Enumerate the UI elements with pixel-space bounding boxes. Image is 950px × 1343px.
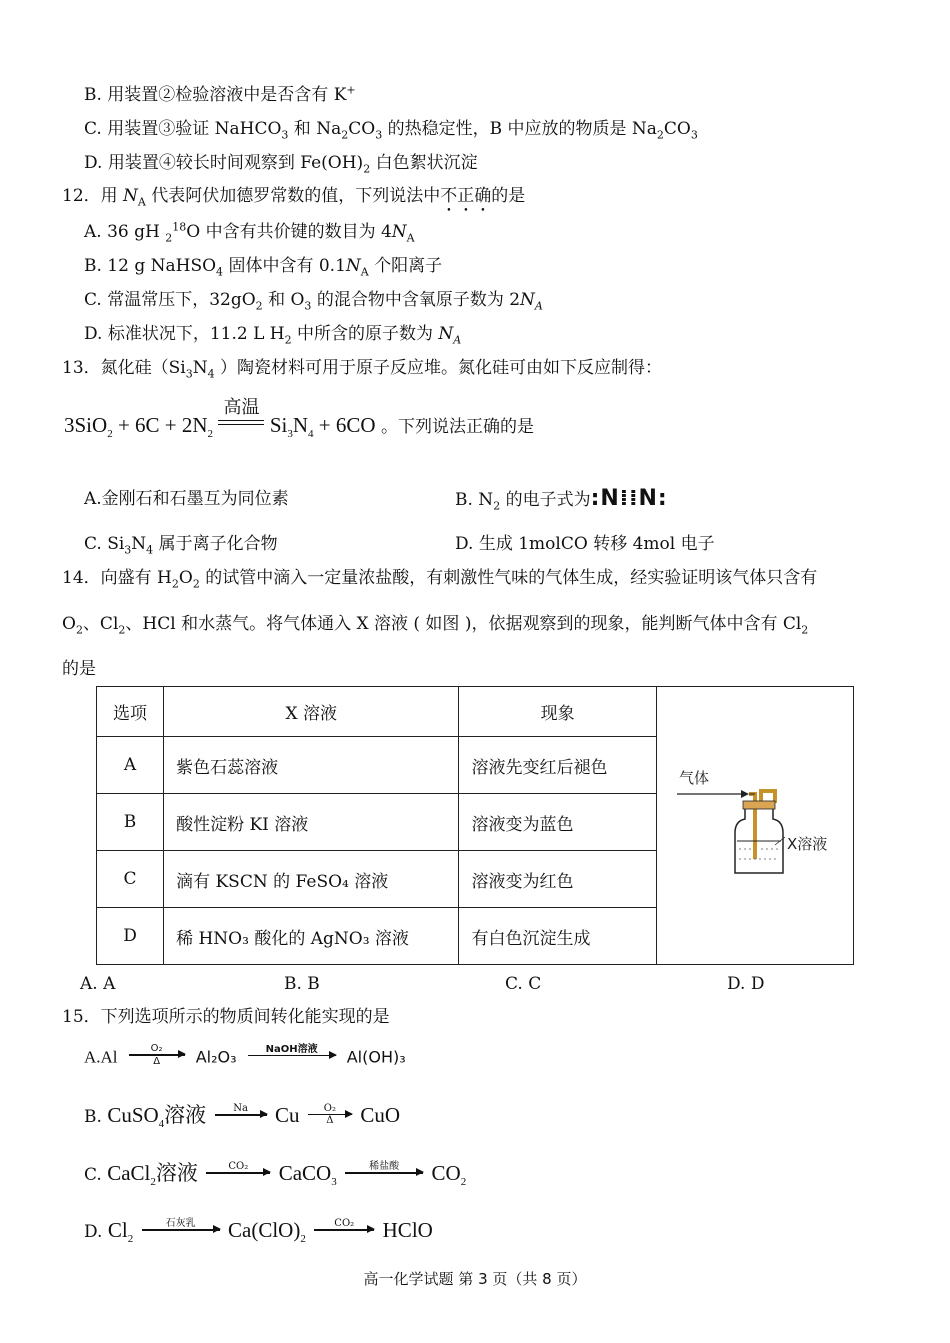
row-phenomenon: 溶液先变红后褪色	[459, 737, 656, 794]
apparatus-figure	[656, 687, 853, 965]
gas-arrow-head	[741, 790, 749, 798]
header-phenomenon: 现象	[459, 687, 656, 737]
q13-equation: $3SiO_2 + 6C + 2N_2$ 高温 $Si_3N_4 + 6CO$ 。下列说法正确的是	[64, 397, 534, 441]
q11-option-c: C. 用装置③验证 NaHCO$_3$ 和 $Na_2CO_3$ 的热稳定性，B 中应放的物质是 $Na_2CO_3$	[84, 119, 698, 142]
gas-label: 气体	[678, 769, 709, 787]
header-x-solution: X 溶液	[164, 687, 459, 737]
q14-stem-line3: 的是	[62, 659, 96, 679]
row-phenomenon: 溶液变为蓝色	[459, 794, 656, 851]
q12-option-b: B. 12 g NaHSO$_4$ 固体中含有 $0.1N_A$ 个阳离子	[84, 256, 443, 279]
q15-option-b: B. CuSO$_4$溶液 Na Cu $\frac{\text{O₂}}{\Delta}$ CuO	[84, 1102, 400, 1131]
row-phenomenon: 溶液变为红色	[459, 851, 656, 908]
header-option: 选项	[97, 687, 164, 737]
q14-choice-d: D. D	[727, 974, 765, 994]
q14-choice-b: B. B	[284, 974, 320, 994]
row-x-solution: 紫色石蕊溶液	[164, 737, 459, 794]
row-x-solution: 酸性淀粉 KI 溶液	[164, 794, 459, 851]
q15-option-d: D. $Cl_2$ 石灰乳 $Ca(ClO)_2$ CO₂ HClO	[84, 1218, 433, 1246]
q13-option-b: B. $N_2$ 的电子式为:N⁞⁞N:	[455, 486, 668, 513]
q15-stem: 15．下列选项所示的物质间转化能实现的是	[62, 1007, 390, 1027]
q15-option-c: C. CaCl$_2$溶液 CO₂ CaCO$_3$ 稀盐酸 $CO_2$	[84, 1161, 467, 1189]
q12-option-d: D. 标准状况下，11.2 L $H_2$ 中所含的原子数为 $N_A$	[84, 324, 462, 347]
row-key: D	[97, 908, 164, 965]
row-x-solution: 滴有 KSCN 的 FeSO₄ 溶液	[164, 851, 459, 908]
q12-stem: 12．用 $N_A$ 代表阿伏加德罗常数的值，下列说法中不正确的是	[62, 186, 526, 209]
page-footer: 高一化学试题 第 3 页（共 8 页）	[363, 1270, 587, 1288]
q13-stem: 13．氮化硅（$Si_3N_4$ ）陶瓷材料可用于原子反应堆。氮化硅可由如下反应制得：	[62, 358, 662, 381]
q12-option-c: C. 常温常压下，$32gO_2$ 和 $O_3$ 的混合物中含氧原子数为 $2N_A$	[84, 290, 543, 313]
q13-option-d: D. 生成 1molCO 转移 4mol 电子	[455, 534, 715, 554]
q13-option-a: A.金刚石和石墨互为同位素	[84, 489, 289, 509]
q12-option-a: A. 36 gH $_2^{18}$O 中含有共价键的数目为 $4N_A$	[84, 220, 415, 245]
q14-options-table	[96, 686, 854, 965]
q14-stem-line1: 14．向盛有 $H_2O_2$ 的试管中滴入一定量浓盐酸，有刺激性气味的气体生成，经实验证明该气体只含有	[62, 568, 818, 591]
q13-option-c: C. $Si_3N_4$ 属于离子化合物	[84, 534, 278, 557]
row-phenomenon: 有白色沉淀生成	[459, 908, 656, 965]
stopper	[743, 801, 775, 809]
q14-choice-a: A. A	[80, 974, 116, 994]
gas-washing-bottle-diagram	[657, 687, 853, 963]
row-key: C	[97, 851, 164, 908]
row-key: A	[97, 737, 164, 794]
row-key: B	[97, 794, 164, 851]
q11-option-d: D. 用装置④较长时间观察到 $Fe(OH)_2$ 白色絮状沉淀	[84, 153, 478, 176]
q15-option-a: A.Al $\frac{\text{O₂}}{\Delta}$ Al₂O₃ NaOH溶液 Al(OH)₃	[84, 1043, 406, 1067]
q14-choice-c: C. C	[505, 974, 542, 994]
row-x-solution: 稀 HNO₃ 酸化的 AgNO₃ 溶液	[164, 908, 459, 965]
q11-option-b: B. 用装置②检验溶液中是否含有 K+	[84, 83, 356, 105]
q14-stem-line2: $O_2$、$Cl_2$、HCl 和水蒸气。将气体通入 X 溶液 ( 如图 )，依据观察到的现象，能判断气体中含有 $Cl_2$	[62, 614, 809, 637]
x-solution-label: X溶液	[786, 835, 827, 853]
